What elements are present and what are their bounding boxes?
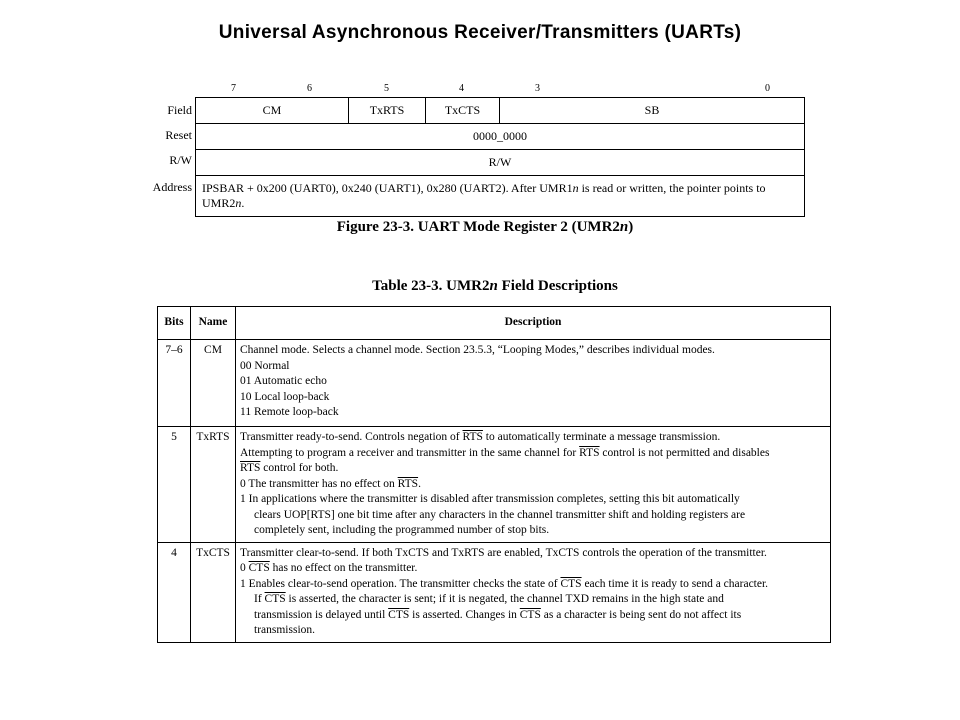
row-label-reset: Reset [165, 128, 192, 142]
desc-line [240, 577, 826, 593]
row-bits: 5 [158, 427, 191, 543]
desc-text: If [254, 593, 265, 605]
desc-line [240, 608, 826, 624]
desc-line: clears UOP[RTS] one bit time after any characters in the channel transmitter shift and holding registers are [254, 508, 746, 521]
row-label-address: Address [152, 180, 192, 194]
desc-line: completely sent, including the programmed number of stop bits. [254, 524, 550, 536]
table-caption [0, 278, 960, 295]
row-bits: 4 [158, 542, 191, 642]
row-label-rw: R/W [169, 153, 192, 167]
field-txrts: TxRTS [349, 98, 426, 124]
row-label-field: Field [167, 103, 192, 117]
address-value [196, 176, 805, 217]
desc-text: to automatically terminate a message transmission. [482, 431, 721, 443]
desc-text: 0 [240, 562, 249, 574]
desc-text: 0 The transmitter has no effect on [240, 477, 398, 490]
address-text-1-end: is read or written, the pointer points to [578, 181, 766, 195]
rts-signal: $\overline{RTS}$ [579, 446, 600, 459]
figure-caption [0, 219, 960, 236]
bit-label-5: 5 [384, 83, 389, 94]
desc-line [240, 592, 826, 608]
desc-text: as a character is being sent do not affect its [540, 608, 742, 621]
field-sb: SB [500, 98, 805, 124]
row-name: CM [191, 340, 236, 427]
cts-signal: $\overline{CTS}$ [388, 608, 410, 621]
desc-line: 00 Normal [240, 359, 290, 372]
row-name: TxCTS [191, 542, 236, 642]
desc-text: is asserted. Changes in [409, 608, 520, 621]
cts-signal: $\overline{CTS}$ [264, 593, 286, 605]
rts-signal: $\overline{RTS}$ [397, 477, 419, 490]
address-text-2: UMR2 [202, 196, 236, 210]
address-text-1: IPSBAR + 0x200 (UART0), 0x240 (UART1), 0x280 (UART2). After UMR1 [202, 181, 573, 195]
desc-line [240, 561, 826, 577]
desc-line [240, 477, 826, 493]
table-caption-n: n [489, 278, 498, 294]
row-description [236, 340, 831, 427]
rts-signal: $\overline{RTS}$ [240, 462, 261, 474]
desc-text: 1 Enables clear-to-send operation. The transmitter checks the state of [240, 577, 561, 590]
bit-label-3: 3 [535, 83, 540, 94]
table-caption-prefix: Table 23-3. UMR2 [372, 278, 490, 294]
desc-text: . [418, 477, 421, 490]
desc-line: Channel mode. Selects a channel mode. Section 23.5.3, “Looping Modes,” describes individual modes. [240, 344, 715, 356]
bit-label-7: 7 [231, 83, 236, 94]
desc-text: transmission is delayed until [254, 608, 389, 621]
desc-text: Transmitter ready-to-send. Controls negation of [240, 431, 463, 443]
desc-line: 01 Automatic echo [240, 375, 327, 387]
reset-value: 0000_0000 [196, 124, 805, 150]
desc-text: each time it is ready to send a character. [581, 577, 769, 590]
field-txcts: TxCTS [426, 98, 500, 124]
desc-text: control is not permitted and disables [599, 446, 770, 459]
rts-signal: $\overline{RTS}$ [462, 431, 483, 443]
figure-caption-suffix: ) [628, 219, 634, 235]
address-n-2: n [235, 196, 242, 210]
desc-line: transmission. [254, 624, 316, 636]
table-header-row [158, 307, 831, 340]
row-description [236, 542, 831, 642]
table-row [158, 427, 831, 543]
desc-text: has no effect on the transmitter. [269, 562, 418, 574]
desc-text: is asserted, the character is sent; if it is negated, the channel TXD remains in the high state and [285, 593, 724, 605]
desc-line [240, 461, 826, 477]
register-diagram [195, 97, 805, 217]
table-row [158, 542, 831, 642]
table-row [158, 340, 831, 427]
address-n-1: n [572, 181, 579, 195]
field-cm: CM [196, 98, 349, 124]
desc-text: control for both. [260, 462, 339, 474]
desc-line: 10 Local loop-back [240, 390, 330, 403]
bit-label-6: 6 [307, 83, 312, 94]
table-caption-suffix: Field Descriptions [497, 278, 618, 294]
desc-line: 1 In applications where the transmitter is disabled after transmission completes, setting this bit automatically [240, 493, 740, 505]
desc-line: Transmitter clear-to-send. If both TxCTS and TxRTS are enabled, TxCTS controls the operation of the transmitter. [240, 546, 767, 559]
desc-line [240, 446, 826, 462]
row-description [236, 427, 831, 543]
slide-title: Universal Asynchronous Receiver/Transmitters (UARTs) [218, 22, 742, 43]
header-description: Description [236, 307, 831, 340]
bit-label-0: 0 [765, 83, 770, 94]
row-bits: 7–6 [158, 340, 191, 427]
bit-label-4: 4 [459, 83, 464, 94]
desc-line [240, 430, 826, 446]
cts-signal: $\overline{CTS}$ [560, 577, 582, 590]
desc-text: Attempting to program a receiver and transmitter in the same channel for [240, 446, 580, 459]
rw-value: R/W [196, 150, 805, 176]
desc-line: 11 Remote loop-back [240, 406, 339, 418]
cts-signal: $\overline{CTS}$ [519, 608, 541, 621]
header-bits: Bits [158, 307, 191, 340]
cts-signal: $\overline{CTS}$ [248, 562, 270, 574]
address-text-2-end: . [241, 196, 245, 210]
header-name: Name [191, 307, 236, 340]
row-name: TxRTS [191, 427, 236, 543]
figure-caption-n: n [619, 219, 629, 235]
figure-caption-prefix: Figure 23-3. UART Mode Register 2 (UMR2 [336, 219, 620, 235]
field-description-table [157, 306, 831, 643]
